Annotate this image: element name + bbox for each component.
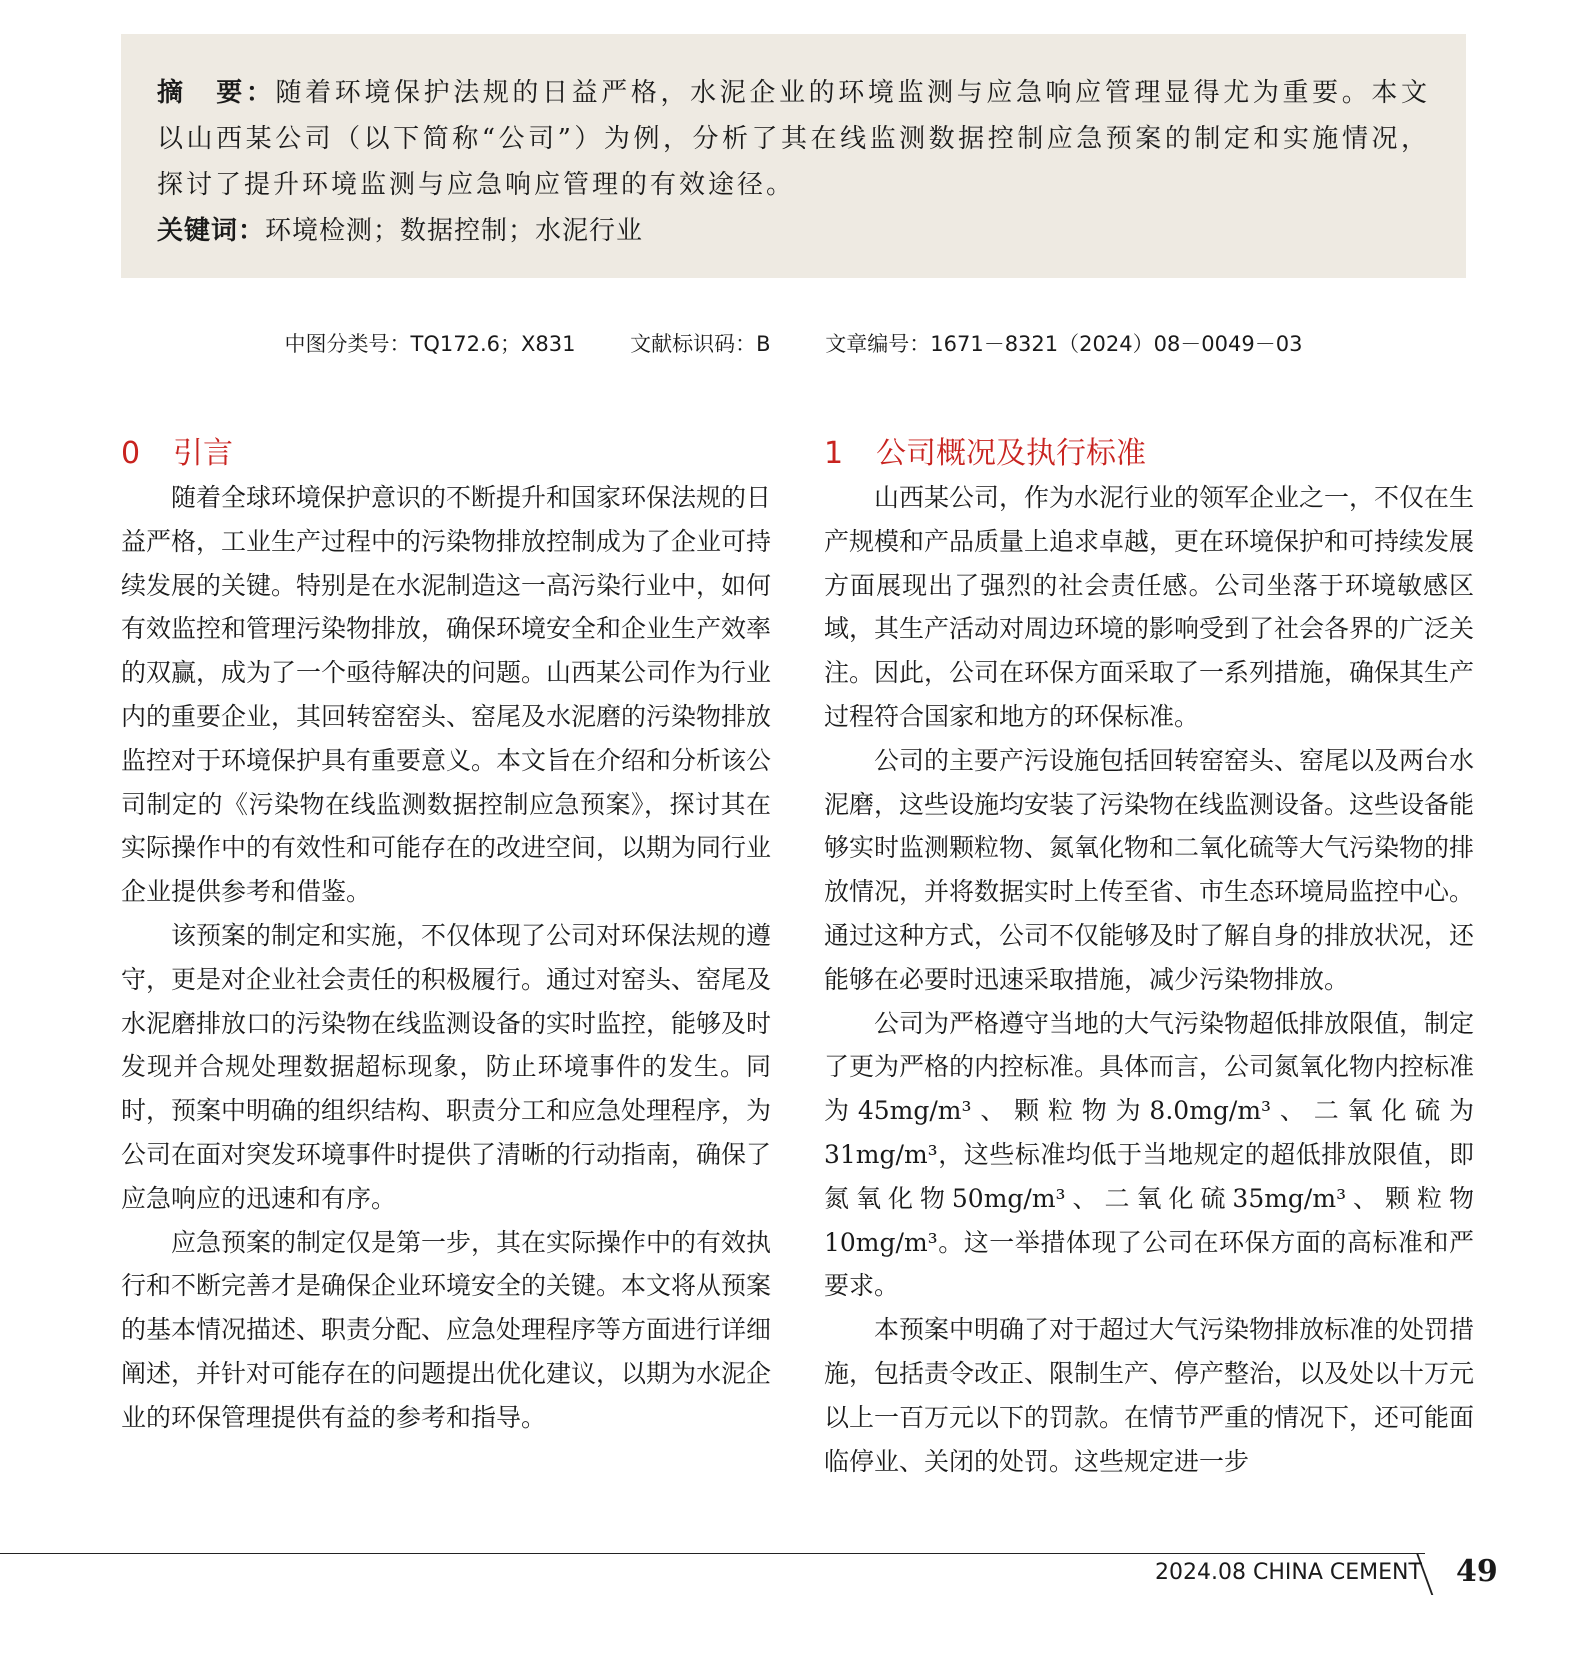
classification-line: [0, 328, 1587, 358]
document-code: 文献标识码：B: [630, 332, 771, 356]
footer-journal: 2024.08 CHINA CEMENT: [1155, 1560, 1422, 1585]
paragraph: 随着全球环境保护意识的不断提升和国家环保法规的日益严格，工业生产过程中的污染物排放控制成为了企业可持续发展的关键。特别是在水泥制造这一高污染行业中，如何有效监控和管理污染物排放，确保环境安全和企业生产效率的双赢，成为了一个亟待解决的问题。山西某公司作为行业内的重要企业，其回转窑窑头、窑尾及水泥磨的污染物排放监控对于环境保护具有重要意义。本文旨在介绍和分析该公司制定的《污染物在线监测数据控制应急预案》，探讨其在实际操作中的有效性和可能存在的改进空间，以期为同行业企业提供参考和借鉴。: [121, 483, 772, 907]
paragraph: 公司的主要产污设施包括回转窑窑头、窑尾以及两台水泥磨，这些设施均安装了污染物在线监测设备。这些设备能够实时监测颗粒物、氮氧化物和二氧化硫等大气污染物的排放情况，并将数据实时上传至省、市生态环境局监控中心。通过这种方式，公司不仅能够及时了解自身的排放状况，还能够在必要时迅速采取措施，减少污染物排放。: [824, 745, 1475, 994]
paragraph: 本预案中明确了对于超过大气污染物排放标准的处罚措施，包括责令改正、限制生产、停产整治，以及处以十万元以上一百万元以下的罚款。在情节严重的情况下，还可能面临停业、关闭的处罚。这些规定进一步: [824, 1315, 1475, 1476]
keywords-text: 环境检测；数据控制；水泥行业: [265, 216, 644, 246]
footer-rule: [0, 1553, 1425, 1554]
abstract-paragraph: [157, 70, 1430, 208]
abstract-label: 摘 要：: [157, 78, 276, 108]
paragraph: 公司为严格遵守当地的大气污染物超低排放限值，制定了更为严格的内控标准。具体而言，公司氮氧化物内控标准为45mg/m³、颗粒物为8.0mg/m³、二氧化硫为31mg/m³，这些标准均低于当地规定的超低排放限值，即氮氧化物50mg/m³、二氧化硫35mg/m³、颗粒物10mg/m³。这一举措体现了公司在环保方面的高标准和严要求。: [824, 1008, 1475, 1301]
clc-number: 中图分类号：TQ172.6；X831: [284, 332, 576, 356]
section-heading-company-overview: [824, 432, 1474, 476]
abstract-text: 随着环境保护法规的日益严格，水泥企业的环境监测与应急响应管理显得尤为重要。本文以山西某公司（以下简称“公司”）为例，分析了其在线监测数据控制应急预案的制定和实施情况，探讨了提升环境监测与应急响应管理的有效途径。: [157, 78, 1430, 200]
paragraph: 该预案的制定和实施，不仅体现了公司对环保法规的遵守，更是对企业社会责任的积极履行。通过对窑头、窑尾及水泥磨排放口的污染物在线监测设备的实时监控，能够及时发现并合规处理数据超标现象，防止环境事件的发生。同时，预案中明确的组织结构、职责分工和应急处理程序，为公司在面对突发环境事件时提供了清晰的行动指南，确保了应急响应的迅速和有序。: [121, 920, 772, 1213]
keywords-label: 关键词：: [157, 216, 266, 246]
paragraph: 应急预案的制定仅是第一步，其在实际操作中的有效执行和不断完善才是确保企业环境安全的关键。本文将从预案的基本情况描述、职责分配、应急处理程序等方面进行详细阐述，并针对可能存在的问题提出优化建议，以期为水泥企业的环保管理提供有益的参考和指导。: [121, 1227, 772, 1432]
article-number: 文章编号：1671－8321（2024）08－0049－03: [825, 332, 1303, 356]
keywords-line: [157, 208, 1430, 254]
section-title: 公司概况及执行标准: [876, 436, 1146, 471]
right-column: [824, 432, 1474, 1483]
section-number: 1: [824, 436, 844, 471]
section-number: 0: [121, 436, 141, 471]
section-title: 引言: [173, 436, 233, 471]
page-number: 49: [1456, 1554, 1498, 1589]
section-heading-introduction: [121, 432, 771, 476]
abstract-box: [121, 34, 1466, 278]
left-column: [121, 432, 771, 1440]
paragraph: 山西某公司，作为水泥行业的领军企业之一，不仅在生产规模和产品质量上追求卓越，更在环境保护和可持续发展方面展现出了强烈的社会责任感。公司坐落于环境敏感区域，其生产活动对周边环境的影响受到了社会各界的广泛关注。因此，公司在环保方面采取了一系列措施，确保其生产过程符合国家和地方的环保标准。: [824, 483, 1475, 731]
